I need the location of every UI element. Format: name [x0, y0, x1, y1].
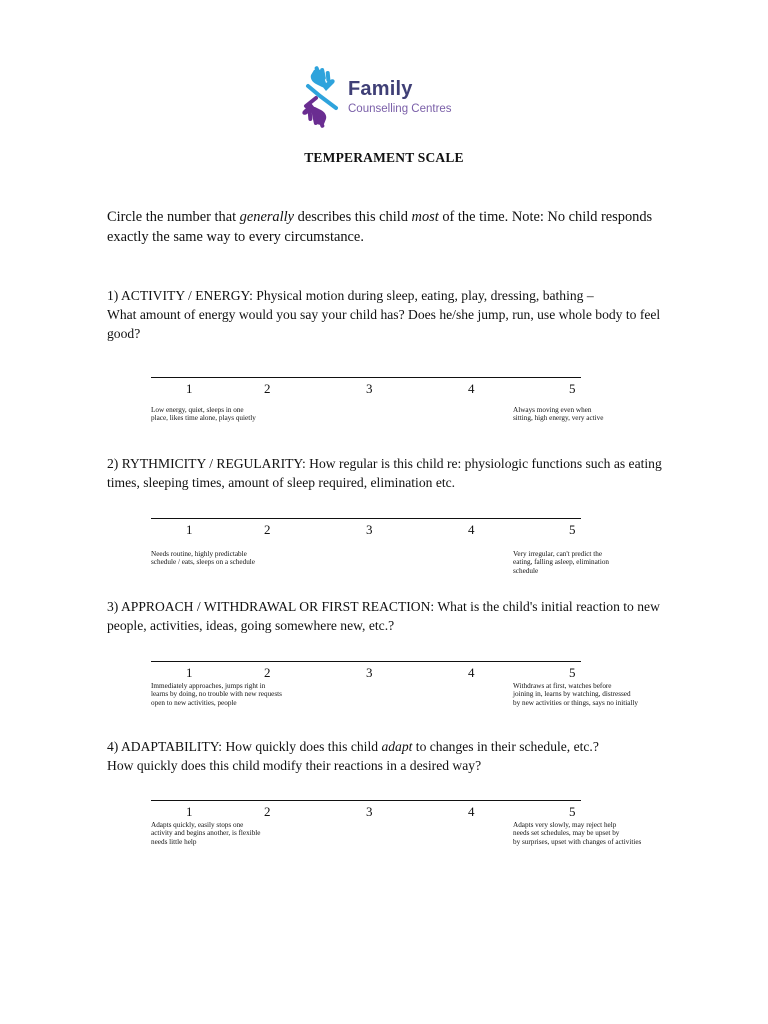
- logo-tagline: Counselling Centres: [348, 103, 452, 115]
- question-adaptability: 4) ADAPTABILITY: How quickly does this child adapt to changes in their schedule, etc.? How quickly does this child modify their reactions in a desired way?: [107, 739, 599, 773]
- scale-option-5[interactable]: 5: [569, 522, 576, 537]
- scale-option-2[interactable]: 2: [264, 381, 271, 396]
- scale-option-1[interactable]: 1: [186, 804, 193, 819]
- scale-line: [151, 661, 581, 662]
- emphasis-most: most: [411, 209, 439, 225]
- scale-option-2[interactable]: 2: [264, 665, 271, 680]
- question-activity-energy: 1) ACTIVITY / ENERGY: Physical motion during sleep, eating, play, dressing, bathing – What amount of energy would you say your child has? Does he/she jump, run, use whole body to feel good?: [107, 288, 661, 341]
- scale-high-descriptor: Withdraws at first, watches before joining in, learns by watching, distressed by new activities or things, says no initially: [513, 682, 638, 707]
- scale-line: [151, 518, 581, 519]
- scale-low-descriptor: Adapts quickly, easily stops one activity and begins another, is flexible needs little help: [151, 821, 261, 846]
- emphasis-adapt: adapt: [381, 739, 413, 754]
- scale-option-3[interactable]: 3: [366, 381, 373, 396]
- scale-option-5[interactable]: 5: [569, 804, 576, 819]
- scale-option-2[interactable]: 2: [264, 522, 271, 537]
- rating-scale-activity[interactable]: [0, 377, 768, 437]
- scale-option-4[interactable]: 4: [468, 381, 475, 396]
- scale-option-1[interactable]: 1: [186, 665, 193, 680]
- logo-brand-text: Family: [348, 78, 413, 100]
- scale-option-5[interactable]: 5: [569, 381, 576, 396]
- rating-scale-regularity[interactable]: [0, 518, 768, 578]
- scale-option-2[interactable]: 2: [264, 804, 271, 819]
- scale-option-4[interactable]: 4: [468, 665, 475, 680]
- page-title: TEMPERAMENT SCALE: [304, 150, 464, 165]
- hands-logo-icon: [300, 66, 344, 128]
- scale-line: [151, 377, 581, 378]
- scale-option-3[interactable]: 3: [366, 665, 373, 680]
- scale-high-descriptor: Very irregular, can't predict the eating, falling asleep, elimination schedule: [513, 550, 610, 575]
- scale-option-1[interactable]: 1: [186, 522, 193, 537]
- rating-scale-approach[interactable]: [0, 661, 768, 721]
- scale-high-descriptor: Adapts very slowly, may reject help needs set schedules, may be upset by by surprises, upset with changes of activities: [513, 821, 642, 846]
- scale-option-1[interactable]: 1: [186, 381, 193, 396]
- question-rhythmicity-regularity: 2) RYTHMICITY / REGULARITY: How regular is this child re: physiologic functions such as eating times, sleeping times, amount of sleep required, elimination etc.: [107, 456, 662, 490]
- emphasis-generally: generally: [239, 209, 295, 225]
- scale-line: [151, 800, 581, 801]
- family-counselling-logo: [300, 66, 470, 128]
- scale-option-4[interactable]: 4: [468, 522, 475, 537]
- scale-low-descriptor: Low energy, quiet, sleeps in one place, likes time alone, plays quietly: [151, 406, 256, 423]
- intro-instructions: Circle the number that generally describes this child most of the time. Note: No child responds exactly the same way to every circumstance.: [107, 209, 653, 245]
- scale-option-5[interactable]: 5: [569, 665, 576, 680]
- question-approach-withdrawal: 3) APPROACH / WITHDRAWAL OR FIRST REACTION: What is the child's initial reaction to new people, activities, ideas, going somewhere new, etc.?: [107, 599, 660, 633]
- scale-option-3[interactable]: 3: [366, 522, 373, 537]
- scale-low-descriptor: Immediately approaches, jumps right in learns by doing, no trouble with new requests open to new activities, people: [151, 682, 282, 707]
- rating-scale-adaptability[interactable]: [0, 800, 768, 860]
- scale-option-4[interactable]: 4: [468, 804, 475, 819]
- scale-high-descriptor: Always moving even when sitting, high energy, very active: [513, 406, 604, 423]
- scale-option-3[interactable]: 3: [366, 804, 373, 819]
- scale-low-descriptor: Needs routine, highly predictable schedule / eats, sleeps on a schedule: [151, 550, 255, 567]
